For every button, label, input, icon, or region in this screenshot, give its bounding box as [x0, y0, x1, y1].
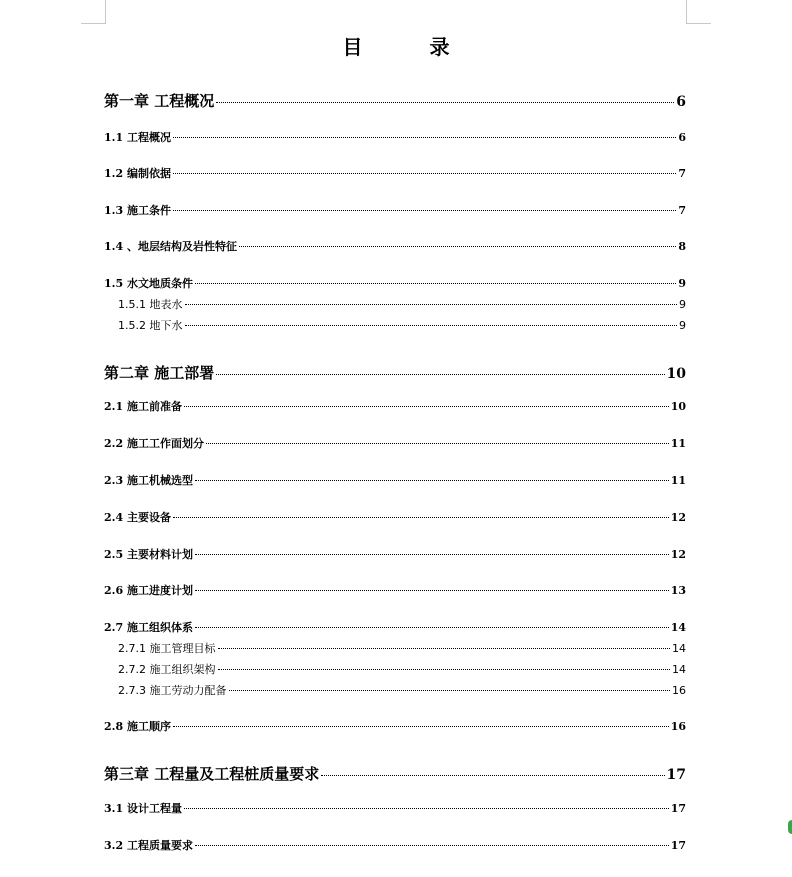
toc-dot-leader	[195, 480, 669, 481]
toc-entry[interactable]	[118, 640, 686, 656]
toc-entry[interactable]	[104, 800, 686, 816]
toc-entry-page-number: 8	[678, 240, 686, 253]
toc-entry-label: 1.2 编制依据	[104, 167, 171, 180]
toc-entry-label: 2.3 施工机械选型	[104, 474, 193, 487]
toc-entry[interactable]	[104, 763, 686, 784]
toc-entry[interactable]	[104, 202, 686, 218]
toc-entry-label: 第二章 施工部署	[104, 364, 215, 382]
toc-dot-leader	[216, 102, 674, 103]
toc-entry-label: 1.5.2 地下水	[118, 319, 183, 332]
toc-entry-page-number: 17	[666, 767, 686, 783]
toc-dot-leader	[218, 669, 671, 670]
crop-mark-left-horizontal	[81, 23, 105, 24]
crop-mark-right-vertical	[686, 0, 687, 24]
toc-dot-leader	[195, 554, 669, 555]
toc-dot-leader	[195, 590, 669, 591]
toc-dot-leader	[173, 517, 669, 518]
toc-dot-leader	[218, 648, 671, 649]
toc-entry-label: 3.2 工程质量要求	[104, 839, 193, 852]
toc-entry[interactable]	[104, 718, 686, 734]
toc-entry-label: 2.7.2 施工组织架构	[118, 663, 216, 676]
toc-entry-page-number: 10	[670, 400, 686, 413]
toc-title: 目 录	[342, 35, 480, 59]
toc-entry-page-number: 13	[670, 584, 686, 597]
toc-entry[interactable]	[118, 661, 686, 677]
toc-entry-page-number: 6	[678, 131, 686, 144]
toc-dot-leader	[229, 690, 671, 691]
toc-dot-leader	[173, 173, 676, 174]
toc-entry-page-number: 9	[679, 319, 686, 332]
toc-dot-leader	[185, 304, 678, 305]
toc-entry-page-number: 7	[678, 167, 686, 180]
toc-dot-leader	[195, 283, 676, 284]
toc-entry-page-number: 16	[670, 720, 686, 733]
toc-entry-page-number: 12	[670, 548, 686, 561]
toc-dot-leader	[206, 443, 669, 444]
toc-entry-page-number: 7	[678, 204, 686, 217]
toc-entry[interactable]	[104, 275, 686, 291]
toc-entry-page-number: 9	[678, 277, 686, 290]
toc-dot-leader	[173, 137, 676, 138]
toc-dot-leader	[239, 246, 676, 247]
toc-entry-page-number: 14	[672, 663, 686, 676]
toc-entry-label: 1.1 工程概况	[104, 131, 171, 144]
toc-entry-label: 2.6 施工进度计划	[104, 584, 193, 597]
crop-mark-left-vertical	[105, 0, 106, 24]
toc-entry-label: 2.2 施工工作面划分	[104, 437, 204, 450]
toc-entry[interactable]	[118, 317, 686, 333]
toc-entry-label: 2.4 主要设备	[104, 511, 171, 524]
toc-entry-page-number: 6	[676, 94, 686, 110]
toc-entry[interactable]	[104, 362, 686, 383]
toc-entry-label: 1.5 水文地质条件	[104, 277, 193, 290]
toc-entry[interactable]	[104, 435, 686, 451]
toc-dot-leader	[185, 325, 678, 326]
crop-mark-right-horizontal	[687, 23, 711, 24]
toc-entry-label: 3.1 设计工程量	[104, 802, 182, 815]
toc-dot-leader	[184, 406, 669, 407]
toc-entry-page-number: 11	[670, 474, 686, 487]
toc-entry[interactable]	[104, 619, 686, 635]
toc-entry-page-number: 10	[666, 366, 686, 382]
toc-entry-label: 第一章 工程概况	[104, 92, 215, 110]
toc-entry[interactable]	[104, 398, 686, 414]
toc-entry[interactable]	[104, 509, 686, 525]
toc-entry[interactable]	[118, 296, 686, 312]
toc-entry-label: 2.7.1 施工管理目标	[118, 642, 216, 655]
toc-entry-label: 2.5 主要材料计划	[104, 548, 193, 561]
toc-entry[interactable]	[104, 837, 686, 853]
toc-entry-label: 2.7 施工组织体系	[104, 621, 193, 634]
edge-indicator-icon	[788, 820, 792, 834]
toc-entry-page-number: 17	[670, 802, 686, 815]
toc-entry[interactable]	[104, 165, 686, 181]
toc-entry-label: 1.4 、地层结构及岩性特征	[104, 240, 237, 253]
toc-entry-page-number: 12	[670, 511, 686, 524]
toc-dot-leader	[184, 808, 669, 809]
toc-entry[interactable]	[104, 90, 686, 111]
toc-entry[interactable]	[118, 682, 686, 698]
toc-dot-leader	[173, 726, 669, 727]
toc-entry-label: 1.5.1 地表水	[118, 298, 183, 311]
toc-dot-leader	[321, 775, 664, 776]
toc-entry-label: 2.8 施工顺序	[104, 720, 171, 733]
toc-dot-leader	[195, 627, 669, 628]
toc-entry[interactable]	[104, 546, 686, 562]
toc-entry-page-number: 17	[670, 839, 686, 852]
toc-entry[interactable]	[104, 129, 686, 145]
toc-entry-label: 第三章 工程量及工程桩质量要求	[104, 765, 320, 783]
toc-entry-label: 2.1 施工前准备	[104, 400, 182, 413]
toc-entry[interactable]	[104, 472, 686, 488]
toc-dot-leader	[195, 845, 669, 846]
toc-entry-page-number: 14	[672, 642, 686, 655]
toc-entry-page-number: 14	[670, 621, 686, 634]
toc-entry-page-number: 16	[672, 684, 686, 697]
toc-dot-leader	[173, 210, 676, 211]
toc-entry-page-number: 9	[679, 298, 686, 311]
toc-entry-label: 1.3 施工条件	[104, 204, 171, 217]
toc-entry-label: 2.7.3 施工劳动力配备	[118, 684, 227, 697]
toc-dot-leader	[216, 374, 664, 375]
toc-entry-page-number: 11	[670, 437, 686, 450]
toc-entry[interactable]	[104, 582, 686, 598]
toc-entry[interactable]	[104, 238, 686, 254]
